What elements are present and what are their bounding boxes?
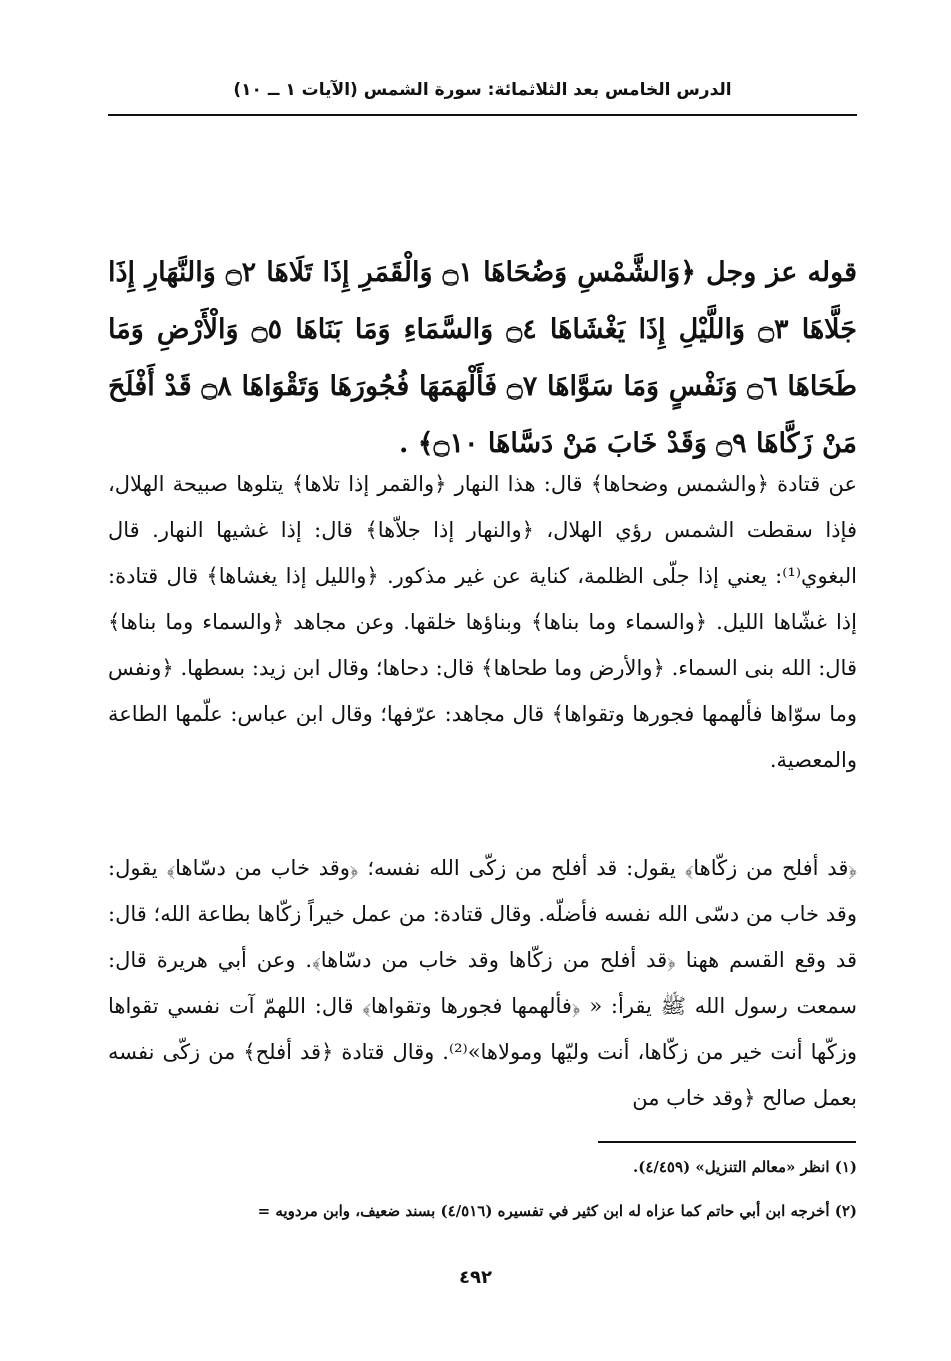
running-header: الدرس الخامس بعد الثلاثمائة: سورة الشمس (الآيات ١ ــ ١٠) [233,80,732,100]
commentary-paragraph-2: ﴿قد أفلح من زكّاها﴾ يقول: قد أفلح من زكّى الله نفسه؛ ﴿وقد خاب من دسّاها﴾ يقول: وقد خاب من دسّى الله نفسه فأضلّه. وقال قتادة: من عمل خيراً زكّاها بطاعة الله؛ قال: قد وقع القسم ههنا ﴿قد أفلح من زكّاها وقد خاب من دسّاها﴾. وعن أبي هريرة قال: سمعت رسول الله ﷺ يقرأ: « ﴿فألهمها فجورها وتقواها﴾ قال: اللهمّ آت نفسي تقواها وزكّها أنت خير من زكّاها، أنت وليّها ومولاها»⁽²⁾. وقال قتادة ﴿قد أفلح﴾ من زكّى نفسه بعمل صالح ﴿وقد خاب من [108,856,858,1110]
quran-verses: قوله عز وجل ﴿وَالشَّمْسِ وَضُحَاهَا ۝١ وَالْقَمَرِ إِذَا تَلَاهَا ۝٢ وَالنَّهَارِ إِذَا جَلَّاهَا ۝٣ وَاللَّيْلِ إِذَا يَغْشَاهَا ۝٤ وَالسَّمَاءِ وَمَا بَنَاهَا ۝٥ وَالْأَرْضِ وَمَا طَحَاهَا ۝٦ وَنَفْسٍ وَمَا سَوَّاهَا ۝٧ فَأَلْهَمَهَا فُجُورَهَا وَتَقْوَاهَا ۝٨ قَدْ أَفْلَحَ مَنْ زَكَّاهَا ۝٩ وَقَدْ خَابَ مَنْ دَسَّاهَا ۝١٠﴾ . [108,257,858,459]
page-number: ٤٩٢ [459,1267,492,1288]
commentary-paragraph-1: عن قتادة ﴿والشمس وضحاها﴾ قال: هذا النهار ﴿والقمر إذا تلاها﴾ يتلوها صبيحة الهلال، فإذا سقطت الشمس رؤي الهلال، ﴿والنهار إذا جلاّها﴾ قال: إذا غشيها النهار. قال البغوي⁽¹⁾: يعني إذا جلّى الظلمة، كناية عن غير مذكور. ﴿والليل إذا يغشاها﴾ قال قتادة: إذا غشّاها الليل. ﴿والسماء وما بناها﴾ وبناؤها خلقها. وعن مجاهد ﴿والسماء وما بناها﴾ قال: الله بنى السماء. ﴿والأرض وما طحاها﴾ قال: دحاها؛ وقال ابن زيد: بسطها. ﴿ونفس وما سوّاها فألهمها فجورها وتقواها﴾ قال مجاهد: عرّفها؛ وقال ابن عباس: علّمها الطاعة والمعصية. [108,472,857,772]
footnote-2: (٢) أخرجه ابن أبي حاتم كما عزاه له ابن كثير في تفسيره (٤/٥١٦) بسند ضعيف، وابن مردويه = [257,1202,857,1220]
header-divider [108,114,857,116]
footnote-divider [598,1141,856,1143]
footnote-1: (١) انظر «معالم التنزيل» (٤/٤٥٩). [633,1158,857,1176]
